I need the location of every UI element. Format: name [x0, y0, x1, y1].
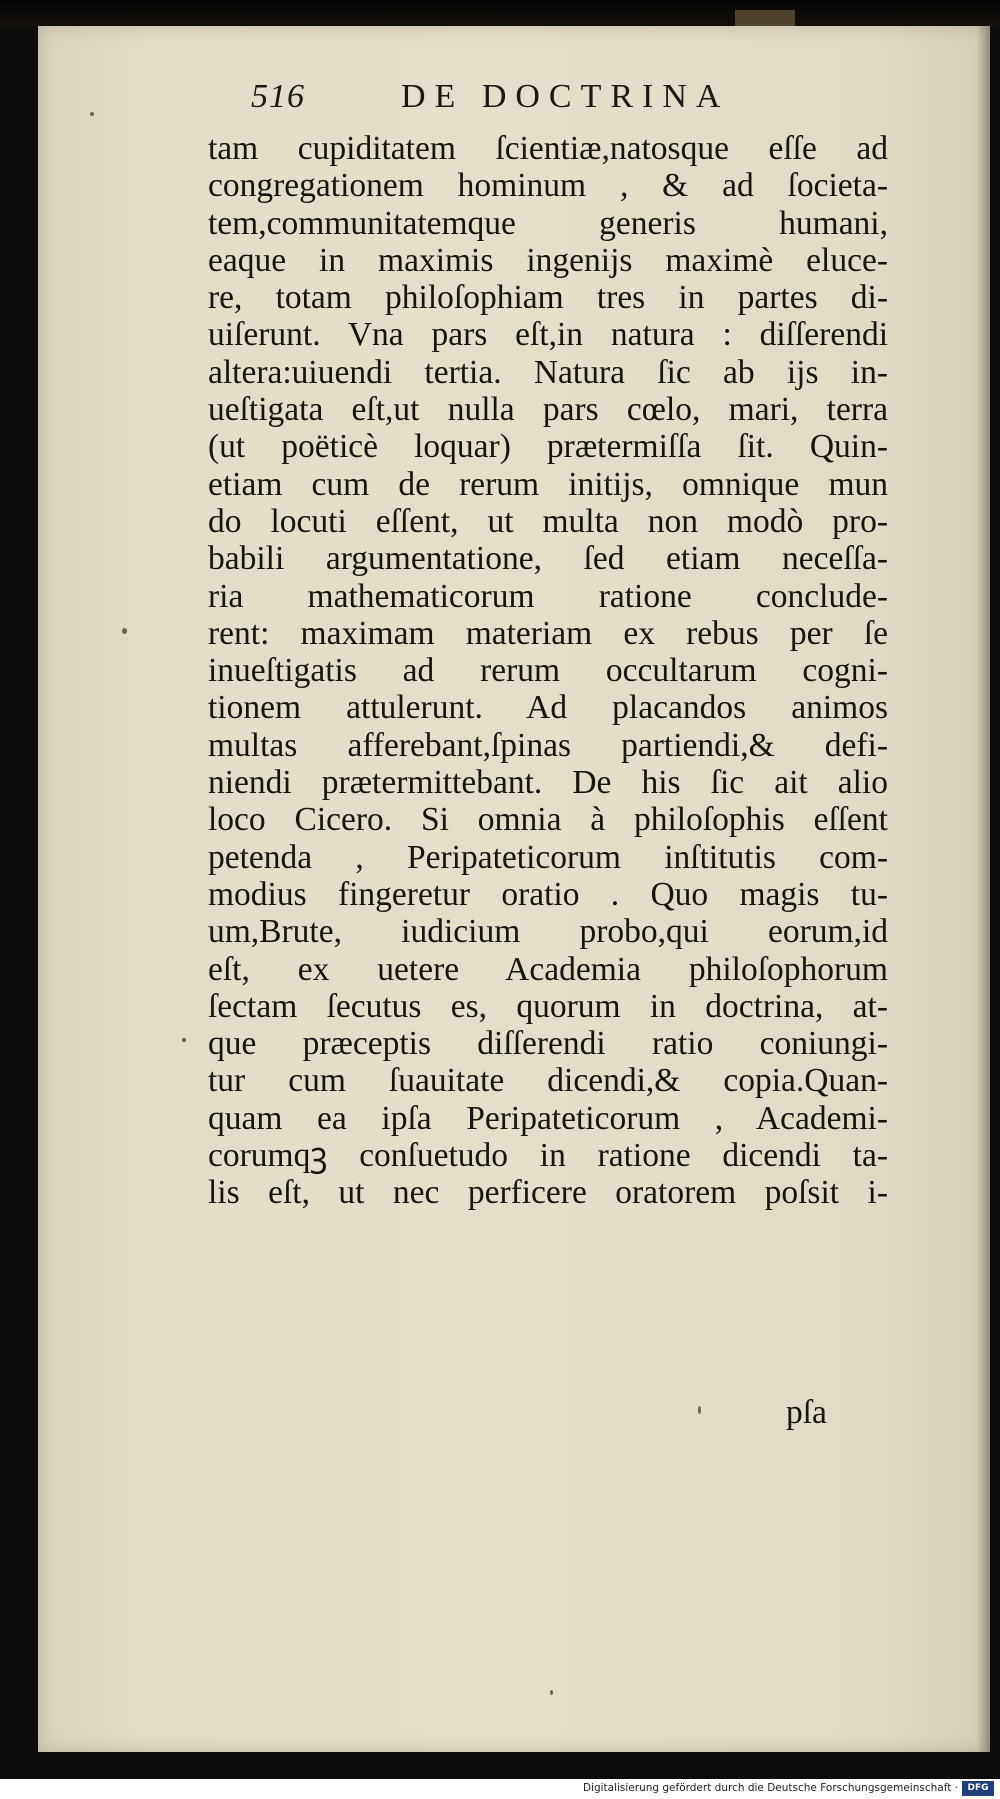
- funding-credit: Digitalisierung gefördert durch die Deutsche Forschungsgemeinschaft ·: [582, 1782, 958, 1794]
- text-line: eſt, ex uetere Academia philoſophorum: [208, 950, 888, 988]
- text-line: multas afferebant,ſpinas partiendi,& defi-: [208, 726, 888, 764]
- text-line: ria mathematicorum ratione conclude-: [208, 577, 888, 615]
- text-line: ueſtigata eſt,ut nulla pars cœlo, mari, terra: [208, 391, 888, 429]
- text-line: quam ea ipſa Peripateticorum , Academi-: [208, 1099, 888, 1137]
- dfg-logo: DFG: [962, 1781, 994, 1796]
- paper-speck: [90, 112, 94, 116]
- text-line: um,Brute, iudicium probo,qui eorum,id: [208, 913, 888, 951]
- footer-bar: [0, 1779, 1000, 1799]
- text-line: lis eſt, ut nec perficere oratorem poſsit i-: [208, 1174, 888, 1212]
- text-line: uiſerunt. Vna pars eſt,in natura : diſſerendi: [208, 316, 888, 354]
- paper-speck: [122, 628, 127, 634]
- page-number: 516: [251, 78, 305, 115]
- text-line: niendi prætermittebant. De his ſic ait alio: [208, 764, 888, 802]
- text-line: rent: maximam materiam ex rebus per ſe: [208, 614, 888, 652]
- text-line: eaquе in maximis ingenijs maximè eluce-: [208, 241, 888, 279]
- text-line: etiam cum de rerum initijs, omniquе mun: [208, 465, 888, 503]
- paper-speck: [698, 1406, 701, 1414]
- text-line: tam cupiditatem ſcientiæ,natosquе eſſe ad: [208, 130, 888, 167]
- body-text: [208, 130, 888, 1212]
- text-line: do locuti eſſent, ut multa non modò pro-: [208, 502, 888, 540]
- text-line: congregationem hominum , & ad ſocieta-: [208, 167, 888, 205]
- text-line: altera:uiuendi tertia. Natura ſic ab ijs in-: [208, 353, 888, 391]
- paper-speck: [550, 1690, 553, 1695]
- catchword: pſa: [786, 1394, 827, 1431]
- paper-speck: [182, 1038, 186, 1042]
- page-edge-shadow: [976, 26, 990, 1752]
- text-line: re, totam philoſophiam tres in partes di-: [208, 279, 888, 317]
- text-line: tur cum ſuauitate dicendi,& copia.Quan-: [208, 1062, 888, 1100]
- text-line: inueſtigatis ad rerum occultarum cogni-: [208, 652, 888, 690]
- text-line: corumqꝫ conſuetudo in ratione dicendi ta-: [208, 1137, 888, 1175]
- page-header: [251, 78, 851, 128]
- text-line: babili argumentatione, ſed etiam neceſſa-: [208, 540, 888, 578]
- text-line: tem,communitatemquе generis humani,: [208, 204, 888, 242]
- text-line: que præceptis diſſerendi ratio coniungi-: [208, 1025, 888, 1063]
- text-line: modius fingeretur oratio . Quo magis tu-: [208, 875, 888, 913]
- top-scan-edge: [0, 0, 1000, 26]
- text-line: ſectam ſecutus es, quorum in doctrina, at-: [208, 987, 888, 1025]
- text-line: petenda , Peripateticorum inſtitutis com-: [208, 838, 888, 876]
- text-line: tionem attulerunt. Ad placandos animos: [208, 689, 888, 727]
- running-head: DE DOCTRINA: [401, 78, 730, 115]
- book-page: [38, 26, 990, 1752]
- text-line: loco Cicero. Si omnia à philoſophis eſſent: [208, 801, 888, 839]
- text-line: (ut poëticè loquar) prætermiſſa ſit. Quin-: [208, 428, 888, 466]
- paper-tab: [735, 10, 795, 26]
